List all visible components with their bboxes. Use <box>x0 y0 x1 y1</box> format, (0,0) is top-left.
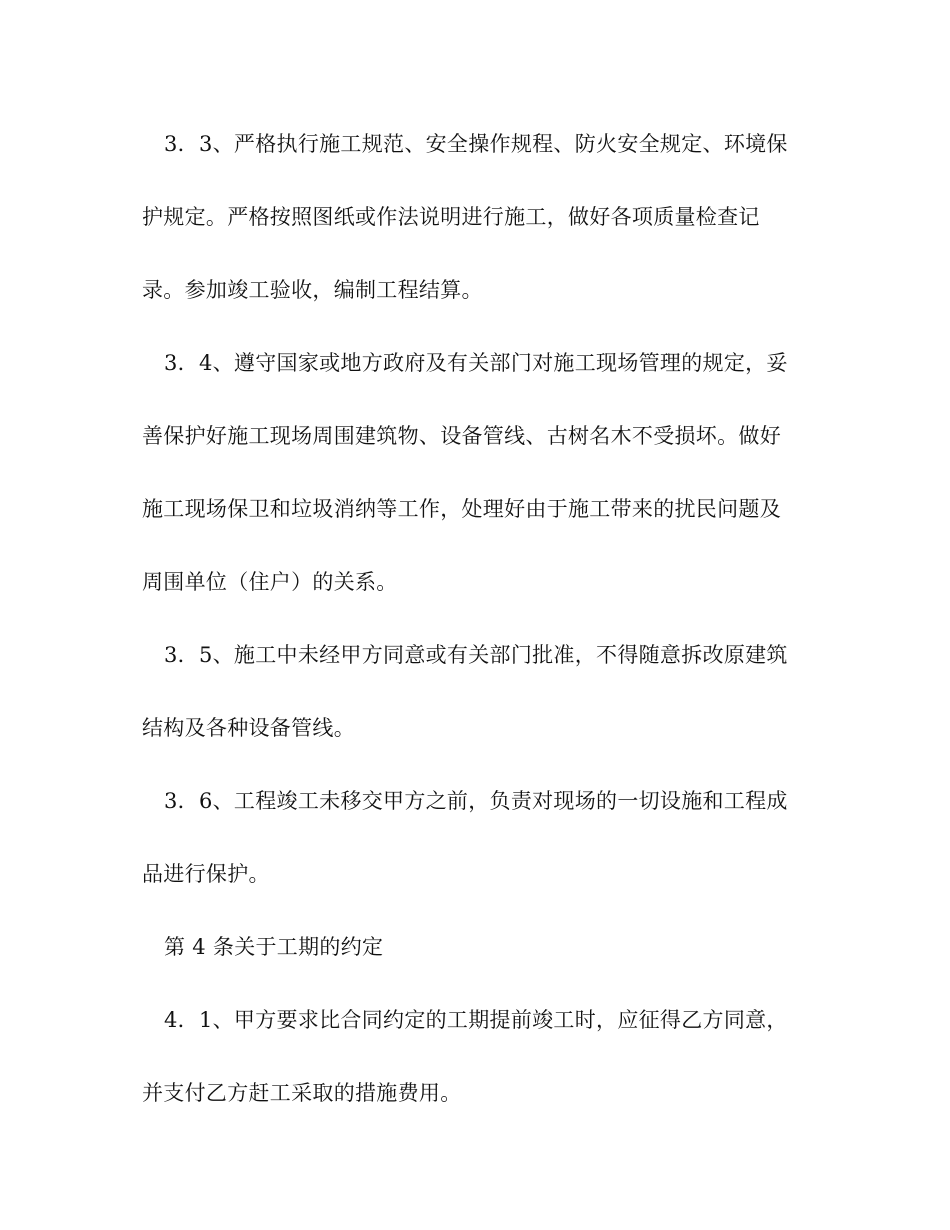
clause-3-5-line-1: 3．5、施工中未经甲方同意或有关部门批准，不得随意拆改原建筑 <box>164 643 788 667</box>
clause-3-4-line-2: 善保护好施工现场周围建筑物、设备管线、古树名木不受损坏。做好 <box>142 424 781 448</box>
clause-3-3-line-3: 录。参加竣工验收，编制工程结算。 <box>142 278 483 302</box>
clause-3-4-line-1: 3．4、遵守国家或地方政府及有关部门对施工现场管理的规定，妥 <box>164 351 788 375</box>
clause-3-6-line-2: 品进行保护。 <box>142 862 270 886</box>
section-4-heading: 第 4 条关于工期的约定 <box>164 935 384 959</box>
clause-3-3-line-1: 3．3、严格执行施工规范、安全操作规程、防火安全规定、环境保 <box>164 132 788 156</box>
clause-3-3-line-2: 护规定。严格按照图纸或作法说明进行施工，做好各项质量检查记 <box>142 205 760 229</box>
clause-3-5-line-2: 结构及各种设备管线。 <box>142 716 355 740</box>
clause-4-1-line-1: 4．1、甲方要求比合同约定的工期提前竣工时，应征得乙方同意， <box>164 1008 788 1032</box>
clause-3-6-line-1: 3．6、工程竣工未移交甲方之前，负责对现场的一切设施和工程成 <box>164 789 788 813</box>
clause-3-4-line-4: 周围单位（住户）的关系。 <box>142 570 398 594</box>
clause-4-1-line-2: 并支付乙方赶工采取的措施费用。 <box>142 1081 462 1105</box>
clause-3-4-line-3: 施工现场保卫和垃圾消纳等工作，处理好由于施工带来的扰民问题及 <box>142 497 781 521</box>
